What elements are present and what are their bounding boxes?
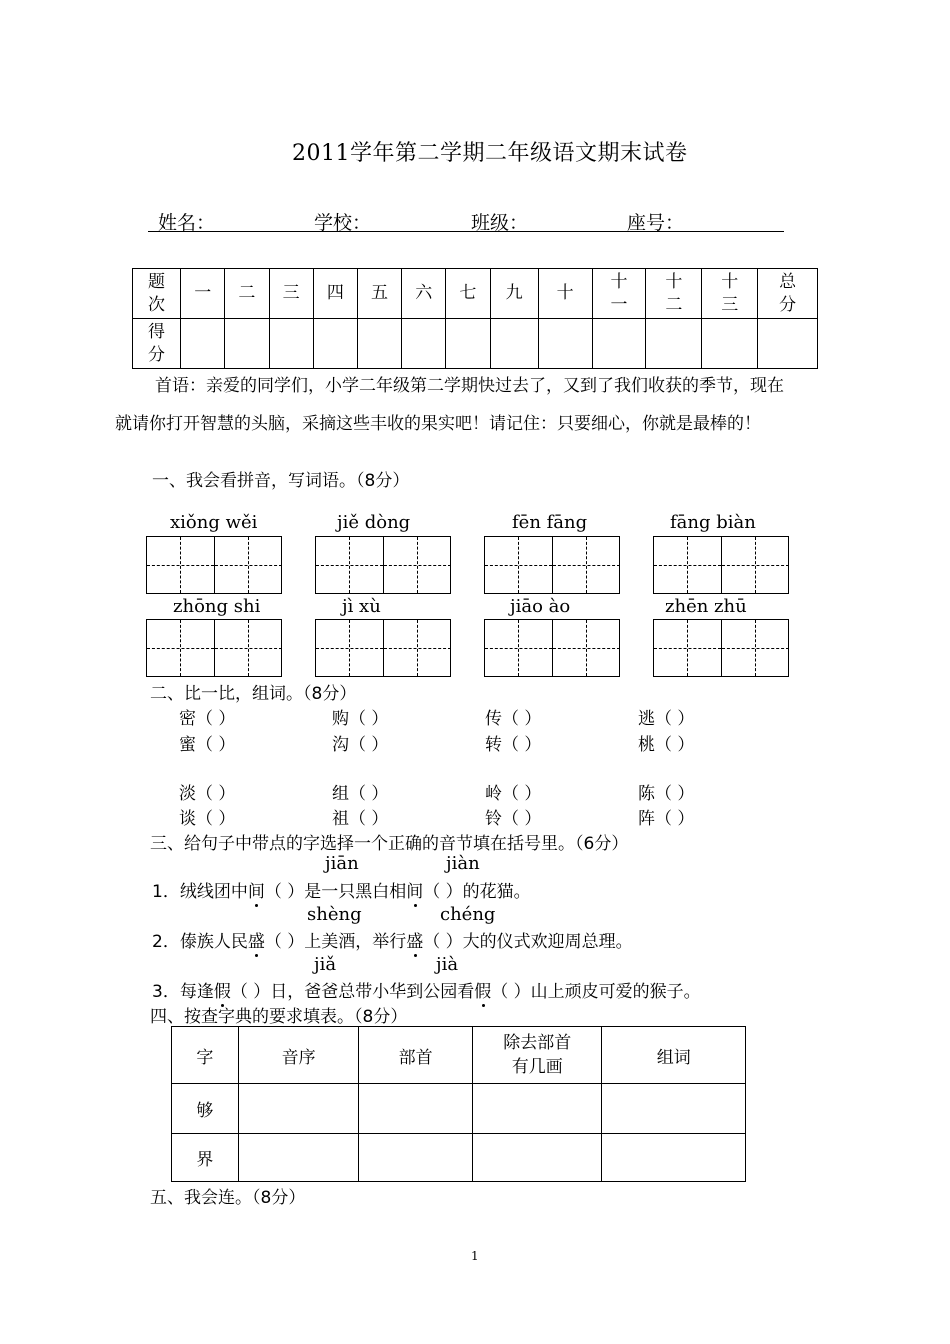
dict-answer-cell[interactable]	[472, 1084, 602, 1134]
writing-cell[interactable]	[552, 537, 620, 593]
dict-header-cell: 字	[172, 1027, 239, 1084]
header-cell: 题次	[133, 269, 181, 319]
score-cell[interactable]	[538, 319, 592, 369]
score-cell[interactable]	[181, 319, 225, 369]
dict-header-row	[172, 1027, 746, 1084]
compare-item: 蜜（ ）	[179, 735, 236, 755]
writing-box[interactable]	[146, 536, 282, 594]
score-cell[interactable]	[646, 319, 702, 369]
header-cell: 三	[269, 269, 313, 319]
header-cell: 六	[402, 269, 446, 319]
header-cell: 十	[538, 269, 592, 319]
pinyin-label: fēn fāng	[512, 512, 588, 533]
pinyin-option: jiàn	[446, 853, 480, 874]
compare-item: 岭（ ）	[485, 784, 542, 804]
section2-heading: 二、比一比，组词。（8分）	[150, 684, 357, 704]
seat-label: 座号：	[627, 212, 685, 234]
school-label: 学校：	[314, 212, 372, 234]
writing-box[interactable]	[653, 536, 789, 594]
intro-line-1: 首语：亲爱的同学们，小学二年级第二学期快过去了，又到了我们收获的季节，现在	[155, 376, 784, 396]
compare-item: 组（ ）	[332, 784, 389, 804]
intro-line-2: 就请你打开智慧的头脑，采摘这些丰收的果实吧！请记住：只要细心，你就是最棒的！	[115, 414, 761, 434]
pinyin-label: jì xù	[342, 596, 381, 617]
writing-box[interactable]	[315, 619, 451, 677]
dict-char-cell: 够	[172, 1084, 239, 1134]
pinyin-label: fāng biàn	[670, 512, 756, 533]
pinyin-option: jiān	[325, 853, 359, 874]
dict-row	[172, 1134, 746, 1182]
section3-heading: 三、给句子中带点的字选择一个正确的音节填在括号里。（6分）	[150, 834, 629, 854]
header-cell: 十三	[702, 269, 758, 319]
score-cell[interactable]	[758, 319, 818, 369]
writing-cell[interactable]	[383, 537, 451, 593]
sentence-1: 1．绒线团中间（ ）是一只黑白相间（ ）的花猫。	[152, 882, 531, 902]
pinyin-label: zhōng shi	[173, 596, 261, 617]
header-cell: 四	[313, 269, 357, 319]
pinyin-label: xiǒng wěi	[170, 512, 258, 533]
class-label: 班级：	[471, 212, 529, 234]
dict-answer-cell[interactable]	[602, 1134, 746, 1182]
score-row	[133, 319, 818, 369]
compare-item: 淡（ ）	[179, 784, 236, 804]
header-cell: 总分	[758, 269, 818, 319]
score-cell[interactable]	[446, 319, 490, 369]
writing-cell[interactable]	[214, 537, 282, 593]
info-underline	[148, 231, 784, 232]
header-cell: 七	[446, 269, 490, 319]
pinyin-option: shèng	[307, 904, 362, 925]
score-cell[interactable]	[592, 319, 646, 369]
pinyin-option: jiǎ	[314, 954, 337, 975]
compare-item: 沟（ ）	[332, 735, 389, 755]
score-cell[interactable]	[313, 319, 357, 369]
dict-answer-cell[interactable]	[238, 1084, 359, 1134]
dict-answer-cell[interactable]	[472, 1134, 602, 1182]
name-label: 姓名：	[158, 212, 216, 234]
compare-item: 谈（ ）	[179, 809, 236, 829]
writing-cell[interactable]	[383, 620, 451, 676]
dict-header-cell: 除去部首 有几画	[472, 1027, 602, 1084]
writing-cell[interactable]	[552, 620, 620, 676]
writing-cell[interactable]	[316, 537, 383, 593]
compare-item: 逃（ ）	[638, 709, 695, 729]
pinyin-label: jiāo ào	[510, 596, 571, 617]
section1-heading: 一、我会看拼音，写词语。（8分）	[152, 471, 410, 491]
dict-answer-cell[interactable]	[359, 1084, 473, 1134]
header-cell: 十一	[592, 269, 646, 319]
writing-cell[interactable]	[214, 620, 282, 676]
writing-cell[interactable]	[485, 537, 552, 593]
compare-item: 密（ ）	[179, 709, 236, 729]
page-number: 1	[471, 1249, 479, 1263]
dict-header-cell: 部首	[359, 1027, 473, 1084]
score-cell[interactable]	[225, 319, 269, 369]
section5-heading: 五、我会连。（8分）	[150, 1188, 306, 1208]
score-header-row	[133, 269, 818, 319]
page-title: 2011学年第二学期二年级语文期末试卷	[292, 141, 688, 166]
dictionary-table	[171, 1026, 746, 1182]
dict-row	[172, 1084, 746, 1134]
score-row-label: 得分	[133, 319, 181, 369]
writing-box[interactable]	[484, 536, 620, 594]
pinyin-label: jiě dòng	[337, 512, 411, 533]
pinyin-label: zhēn zhū	[665, 596, 747, 617]
header-cell: 一	[181, 269, 225, 319]
compare-item: 桃（ ）	[638, 735, 695, 755]
section4-heading: 四、按查字典的要求填表。（8分）	[150, 1007, 408, 1027]
writing-box[interactable]	[315, 536, 451, 594]
score-table	[132, 268, 818, 369]
header-cell: 十二	[646, 269, 702, 319]
dict-header-cell: 音序	[238, 1027, 359, 1084]
compare-item: 传（ ）	[485, 709, 542, 729]
writing-cell[interactable]	[485, 620, 552, 676]
writing-cell[interactable]	[654, 537, 721, 593]
pinyin-option: chéng	[440, 904, 496, 925]
writing-box[interactable]	[484, 619, 620, 677]
dict-answer-cell[interactable]	[359, 1134, 473, 1182]
dict-header-cell: 组词	[602, 1027, 746, 1084]
compare-item: 陈（ ）	[638, 784, 695, 804]
header-cell: 九	[490, 269, 538, 319]
sentence-3: 3．每逢假（ ）日，爸爸总带小华到公园看假（ ）山上顽皮可爱的猴子。	[152, 982, 701, 1002]
pinyin-option: jià	[436, 954, 459, 975]
compare-item: 转（ ）	[485, 735, 542, 755]
writing-cell[interactable]	[147, 620, 214, 676]
compare-item: 阵（ ）	[638, 809, 695, 829]
score-cell[interactable]	[269, 319, 313, 369]
writing-box[interactable]	[653, 619, 789, 677]
compare-item: 购（ ）	[332, 709, 389, 729]
sentence-2: 2．傣族人民盛（ ）上美酒，举行盛（ ）大的仪式欢迎周总理。	[152, 932, 633, 952]
dict-answer-cell[interactable]	[602, 1084, 746, 1134]
writing-cell[interactable]	[721, 537, 789, 593]
writing-cell[interactable]	[316, 620, 383, 676]
dict-answer-cell[interactable]	[238, 1134, 359, 1182]
score-cell[interactable]	[490, 319, 538, 369]
writing-cell[interactable]	[721, 620, 789, 676]
score-cell[interactable]	[702, 319, 758, 369]
dict-char-cell: 界	[172, 1134, 239, 1182]
writing-cell[interactable]	[147, 537, 214, 593]
header-cell: 五	[357, 269, 401, 319]
writing-box[interactable]	[146, 619, 282, 677]
score-cell[interactable]	[402, 319, 446, 369]
score-cell[interactable]	[357, 319, 401, 369]
writing-cell[interactable]	[654, 620, 721, 676]
compare-item: 祖（ ）	[332, 809, 389, 829]
compare-item: 铃（ ）	[485, 809, 542, 829]
header-cell: 二	[225, 269, 269, 319]
